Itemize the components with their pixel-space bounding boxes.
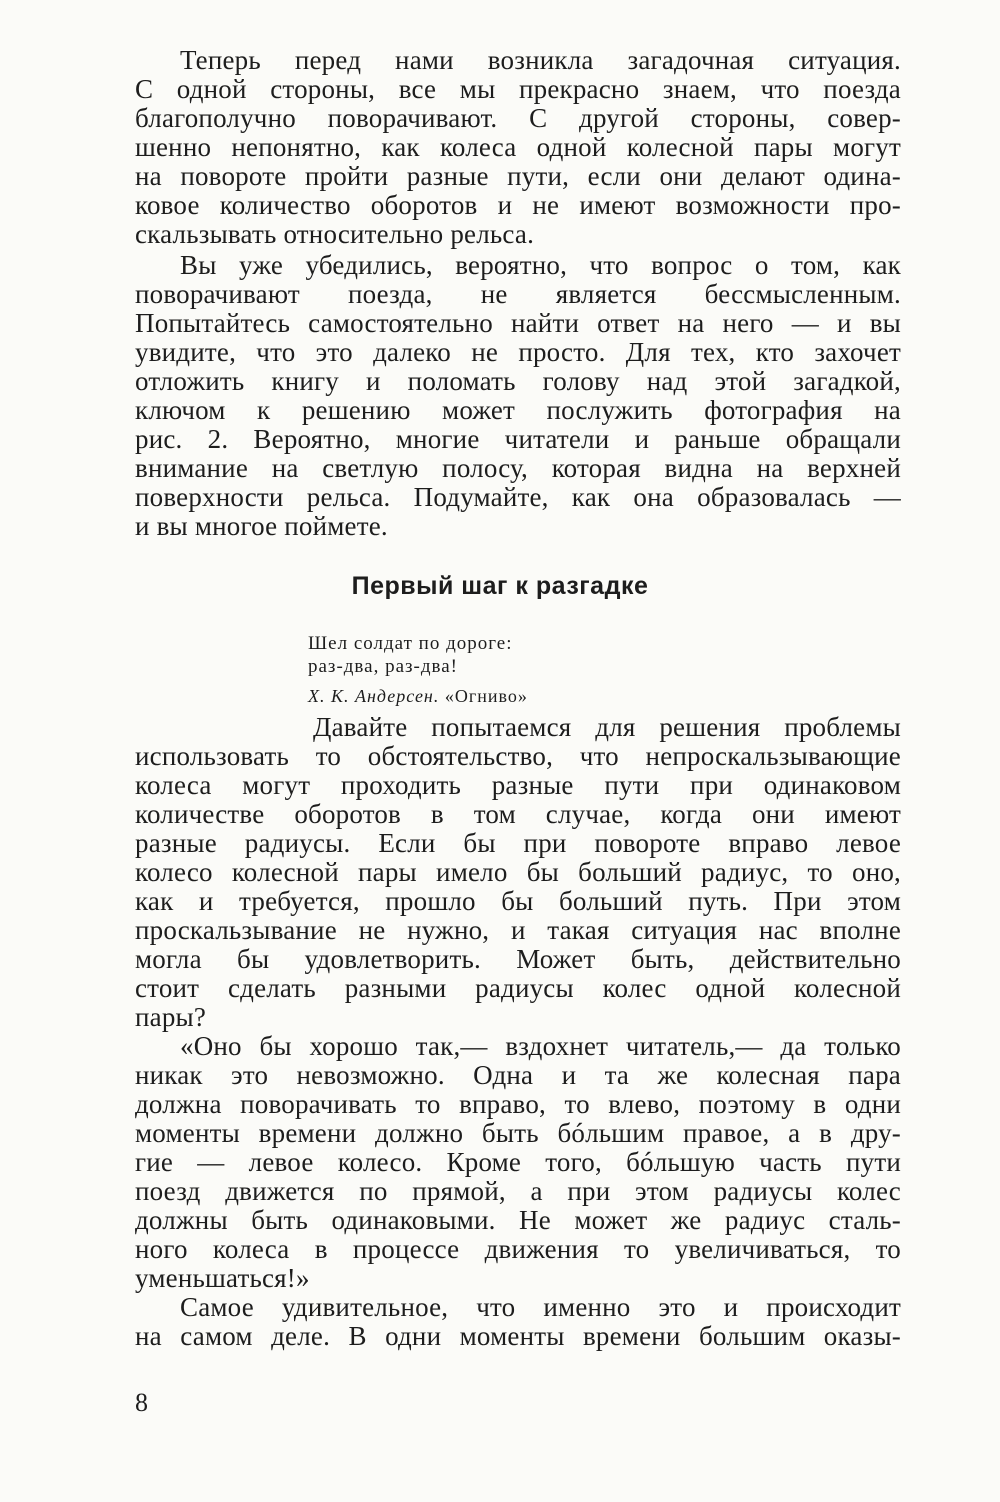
- text-line: использовать то обстоятельство, что непроскальзывающие: [135, 741, 901, 771]
- text-line: рис. 2. Вероятно, многие читатели и раньше обращали: [135, 424, 901, 454]
- epigraph-author: Х. К. Андерсен.: [308, 686, 440, 706]
- text-line: стоит сделать разными радиусы колес одной колесной: [135, 973, 901, 1003]
- text-line: как и требуется, прошло бы больший путь. При этом: [135, 886, 901, 916]
- text-line: шенно непонятно, как колеса одной колесной пары могут: [135, 132, 901, 162]
- text-line: поверхности рельса. Подумайте, как она образовалась —: [135, 482, 901, 512]
- text-line: на самом деле. В одни моменты времени большим оказы-: [135, 1321, 901, 1351]
- text-line: С одной стороны, все мы прекрасно знаем, что поезда: [135, 74, 901, 104]
- epigraph-line: Шел солдат по дороге:: [308, 633, 513, 654]
- text-line: отложить книгу и поломать голову над этой загадкой,: [135, 366, 901, 396]
- page-number: 8: [135, 1388, 148, 1417]
- text-line: могла бы удовлетворить. Может быть, действительно: [135, 944, 901, 974]
- text-line: ковое количество оборотов и не имеют возможности про-: [135, 190, 901, 220]
- text-line: гие — левое колесо. Кроме того, бóльшую часть пути: [135, 1147, 901, 1177]
- text-line: Попытайтесь самостоятельно найти ответ на него — и вы: [135, 308, 901, 338]
- text-line: никак это невозможно. Одна и та же колесная пара: [135, 1060, 901, 1090]
- text-line: и вы многое поймете.: [135, 511, 388, 541]
- text-line: благополучно поворачивают. С другой стороны, совер-: [135, 103, 901, 133]
- text-line: ного колеса в процессе движения то увеличиваться, то: [135, 1234, 901, 1264]
- text-line: Давайте попытаемся для решения проблемы: [313, 712, 901, 742]
- text-line: ключом к решению может послужить фотография на: [135, 395, 901, 425]
- text-line: Самое удивительное, что именно это и происходит: [180, 1292, 901, 1322]
- text-line: поворачивают поезда, не является бессмысленным.: [135, 279, 901, 309]
- text-line: «Оно бы хорошо так,— вздохнет читатель,— да только: [180, 1031, 901, 1061]
- text-line: проскальзывание не нужно, и такая ситуация нас вполне: [135, 915, 901, 945]
- text-line: разные радиусы. Если бы при повороте вправо левое: [135, 828, 901, 858]
- text-line: увидите, что это далеко не просто. Для тех, кто захочет: [135, 337, 901, 367]
- text-line: колеса могут проходить разные пути при одинаковом: [135, 770, 901, 800]
- text-line: на повороте пройти разные пути, если они делают одина-: [135, 161, 901, 191]
- section-heading: Первый шаг к разгадке: [351, 572, 649, 600]
- text-line: колесо колесной пары имело бы больший радиус, то оно,: [135, 857, 901, 887]
- epigraph-attribution: [308, 684, 528, 708]
- text-line: должны быть одинаковыми. Не может же радиус сталь-: [135, 1205, 901, 1235]
- epigraph-line: раз-два, раз-два!: [308, 656, 458, 677]
- text-line: уменьшаться!»: [135, 1263, 310, 1293]
- epigraph-work: «Огниво»: [444, 686, 528, 706]
- text-line: Теперь перед нами возникла загадочная ситуация.: [180, 45, 901, 75]
- text-line: моменты времени должно быть бóльшим правое, а в дру-: [135, 1118, 901, 1148]
- text-line: пары?: [135, 1002, 207, 1032]
- text-line: должна поворачивать то вправо, то влево, поэтому в одни: [135, 1089, 901, 1119]
- text-line: поезд движется по прямой, а при этом радиусы колес: [135, 1176, 901, 1206]
- text-line: внимание на светлую полосу, которая видна на верхней: [135, 453, 901, 483]
- text-line: количестве оборотов в том случае, когда они имеют: [135, 799, 901, 829]
- text-line: Вы уже убедились, вероятно, что вопрос о том, как: [180, 250, 901, 280]
- text-line: скальзывать относительно рельса.: [135, 219, 535, 249]
